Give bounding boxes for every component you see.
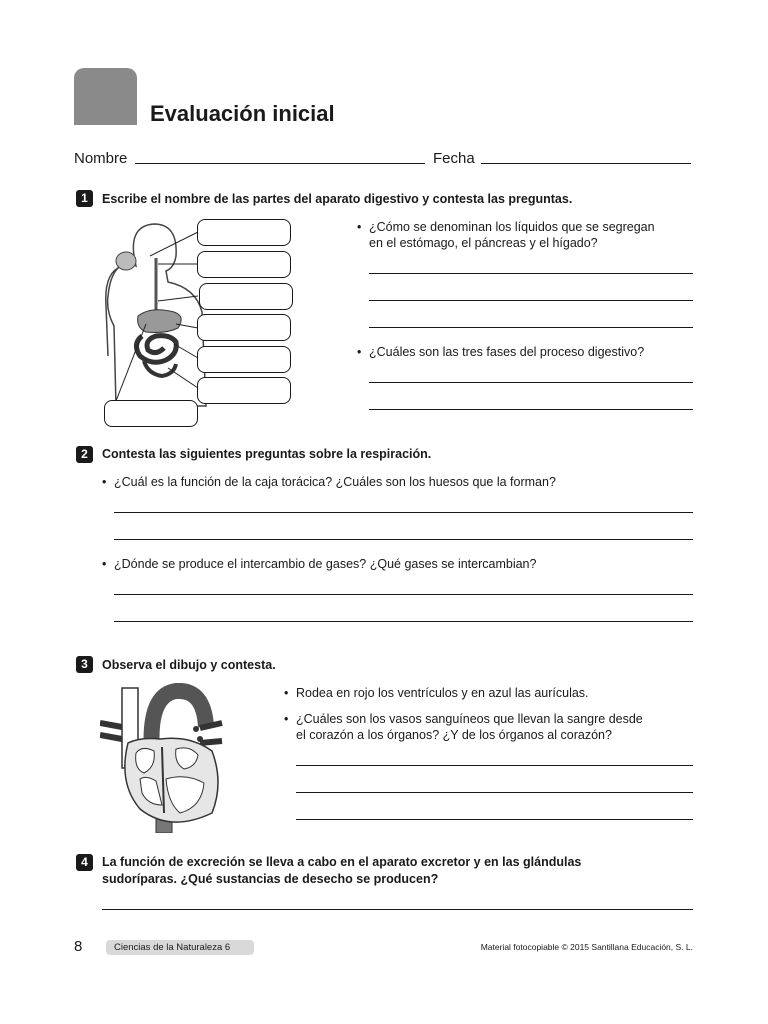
header-tab-block	[74, 68, 137, 125]
answer-line[interactable]	[114, 594, 693, 595]
bullet-dot: •	[284, 712, 289, 726]
name-field[interactable]	[135, 163, 425, 164]
answer-line[interactable]	[296, 819, 693, 820]
answer-line[interactable]	[369, 382, 693, 383]
question-1-number: 1	[76, 190, 93, 207]
page-number: 8	[74, 938, 83, 955]
label-box-1[interactable]	[197, 219, 291, 246]
label-box-5[interactable]	[197, 346, 291, 373]
answer-line[interactable]	[369, 409, 693, 410]
answer-line[interactable]	[296, 765, 693, 766]
bullet-dot: •	[284, 686, 289, 700]
copyright-notice: Material fotocopiable © 2015 Santillana Educación, S. L.	[480, 942, 693, 952]
answer-line[interactable]	[114, 512, 693, 513]
question-2-number: 2	[76, 446, 93, 463]
name-label: Nombre	[74, 150, 128, 167]
answer-line[interactable]	[102, 909, 693, 910]
question-3-number: 3	[76, 656, 93, 673]
date-label: Fecha	[433, 150, 475, 167]
answer-line[interactable]	[369, 273, 693, 274]
bullet-dot: •	[357, 220, 362, 234]
label-box-2[interactable]	[197, 251, 291, 278]
book-tag: Ciencias de la Naturaleza 6	[106, 940, 254, 955]
question-3-bullet-1: Rodea en rojo los ventrículos y en azul las aurículas.	[296, 686, 589, 700]
question-1-bullet-1-line-1: ¿Cómo se denominan los líquidos que se segregan	[369, 220, 655, 234]
label-box-3[interactable]	[199, 283, 293, 310]
question-4-prompt-line-2: sudoríparas. ¿Qué sustancias de desecho se producen?	[102, 872, 439, 886]
date-field[interactable]	[481, 163, 691, 164]
answer-line[interactable]	[114, 539, 693, 540]
heart-illustration	[100, 683, 225, 833]
bullet-dot: •	[102, 475, 107, 489]
question-4-number: 4	[76, 854, 93, 871]
bullet-dot: •	[102, 557, 107, 571]
question-1-bullet-1-line-2: en el estómago, el páncreas y el hígado?	[369, 236, 598, 250]
question-2-prompt: Contesta las siguientes preguntas sobre la respiración.	[102, 447, 432, 461]
answer-line[interactable]	[369, 327, 693, 328]
question-4-prompt-line-1: La función de excreción se lleva a cabo en el aparato excretor y en las glándulas	[102, 855, 582, 869]
label-box-4[interactable]	[197, 314, 291, 341]
question-3-prompt: Observa el dibujo y contesta.	[102, 658, 276, 672]
question-2-bullet-1: ¿Cuál es la función de la caja torácica? ¿Cuáles son los huesos que la forman?	[114, 475, 556, 489]
question-3-bullet-2-line-1: ¿Cuáles son los vasos sanguíneos que llevan la sangre desde	[296, 712, 643, 726]
question-1-prompt: Escribe el nombre de las partes del aparato digestivo y contesta las preguntas.	[102, 192, 573, 206]
question-3-bullet-2-line-2: el corazón a los órganos? ¿Y de los órganos al corazón?	[296, 728, 612, 742]
page-title: Evaluación inicial	[150, 101, 335, 126]
label-box-6[interactable]	[197, 377, 291, 404]
bullet-dot: •	[357, 345, 362, 359]
question-1-bullet-2: ¿Cuáles son las tres fases del proceso digestivo?	[369, 345, 645, 359]
answer-line[interactable]	[296, 792, 693, 793]
answer-line[interactable]	[369, 300, 693, 301]
label-box-7[interactable]	[104, 400, 198, 427]
question-2-bullet-2: ¿Dónde se produce el intercambio de gases? ¿Qué gases se intercambian?	[114, 557, 537, 571]
answer-line[interactable]	[114, 621, 693, 622]
